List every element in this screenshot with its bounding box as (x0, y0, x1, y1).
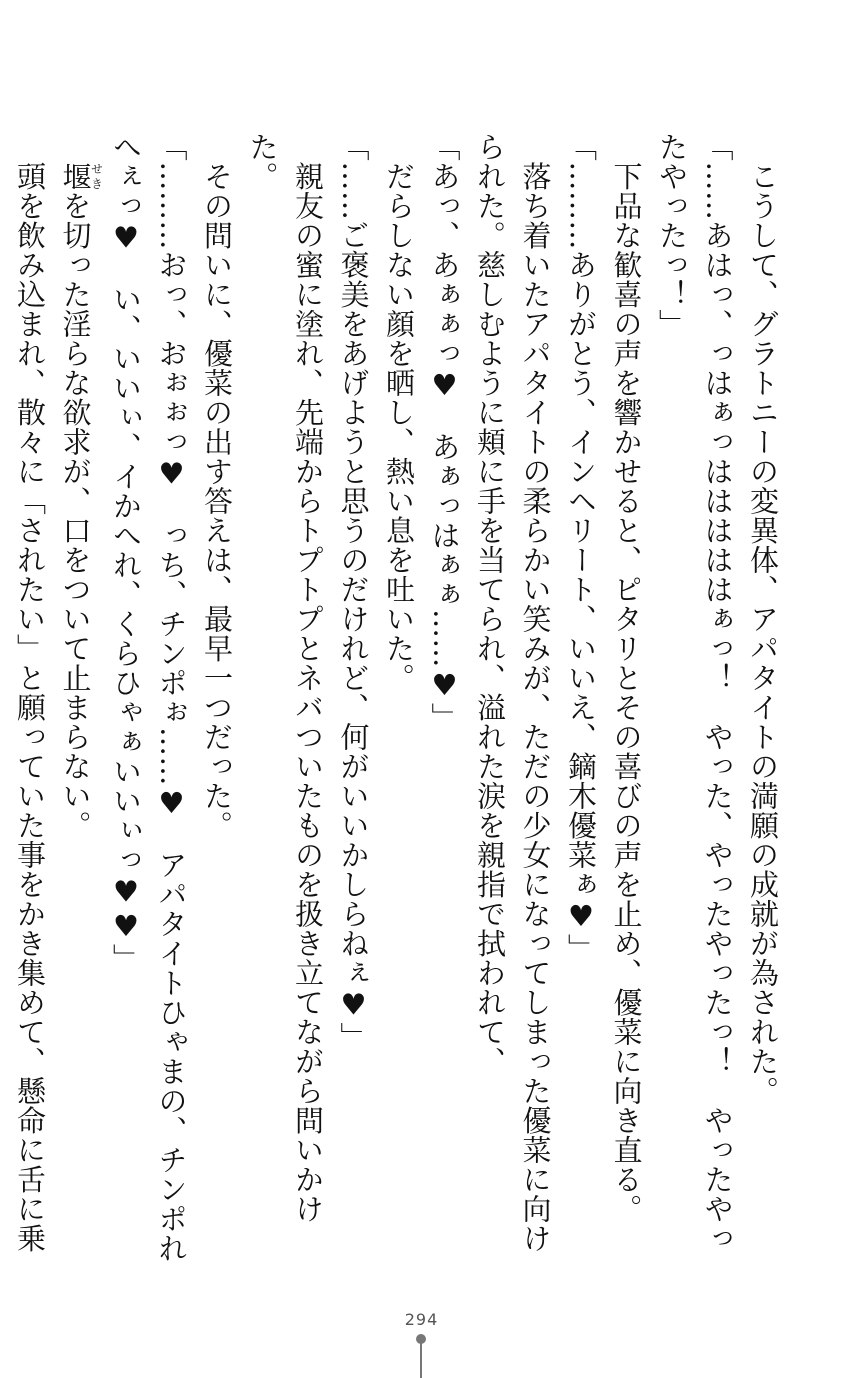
vertical-text-body (13, 132, 785, 1272)
ruby-base: 堰 (58, 161, 93, 191)
paragraph-rest: を切った淫らな欲求が、口をついて止まらない。 (58, 191, 93, 840)
paragraph: 「………おっ、おぉぉっ♥ っち、チンポぉ……♥ アパタイトひゃまの、チンポれへぇっ♥ い、いいぃ、イかへれ、くらひゃぁいいぃっ♥♥」 (109, 132, 189, 1263)
page-number: 294 (404, 1310, 439, 1329)
paragraph: その問いに、優菜の出す答えは、最早一つだった。 (200, 132, 234, 840)
ruby-reading: せき (89, 161, 104, 191)
ruby-annotation (58, 161, 104, 192)
page-marker-line (420, 1342, 422, 1378)
page-marker-ornament (416, 1334, 426, 1378)
paragraph: 下品な歓喜の声を響かせると、ピタリとその喜びの声を止め、優菜に向き直る。 (609, 132, 644, 1224)
paragraph: だらしない顔を晒し、熱い息を吐いた。 (382, 132, 416, 693)
paragraph: 「あっ、あぁぁっ♥ あぁっはぁぁ……♥」 (427, 132, 462, 732)
paragraph: 落ち着いたアパタイトの柔らかい笑みが、ただの少女になってしまった優菜に向けられた。慈しむように頬に手を当てられ、溢れた涙を親指で拭われて、 (473, 132, 553, 1253)
paragraph: 「……ご褒美をあげようと思うのだけれど、何がいいかしらねぇ♥」 (336, 132, 371, 1052)
paragraph: 頭を飲み込まれ、散々に「されたい」と願っていた事をかき集めて、懸命に舌に乗 (13, 161, 47, 1253)
paragraph: こうして、グラトニーの変異体、アパタイトの満願の成就が為された。 (746, 132, 780, 1106)
paragraph-with-ruby (52, 132, 103, 1272)
paragraph-lead (59, 132, 93, 162)
paragraph: 「……あはっ、っはぁっはははははぁっ！ やった、やったやったっ！ やったやったやったっ！」 (655, 132, 735, 1253)
paragraph: 親友の蜜に塗れ、先端からトプトプとネバついたものを扱き立てながら問いかけた。 (245, 132, 325, 1224)
paragraph: 「………ありがとう、インヘリート、いいえ、鏑木優菜ぁ♥」 (564, 132, 598, 963)
